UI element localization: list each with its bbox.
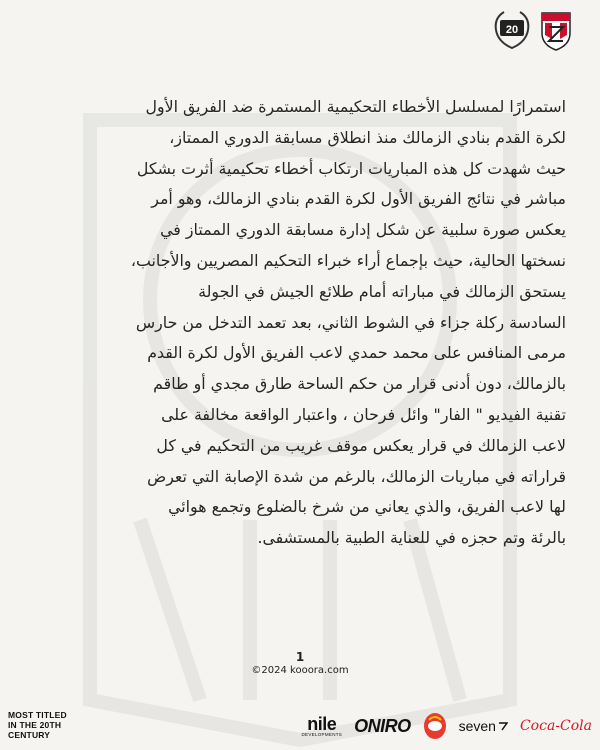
sponsor-oniro: ONIRO (354, 715, 411, 736)
statement-line: نسختها الحالية، حيث بإجماع أراء خبراء التحكيم المصريين والأجانب، (130, 250, 566, 270)
sponsor-logos (301, 712, 592, 740)
statement-line: لكرة القدم بنادي الزمالك منذ انطلاق مسابقة الدوري الممتاز، (169, 127, 566, 147)
page-number: 1 (295, 650, 305, 664)
slogan-line: IN THE 20TH (8, 720, 62, 730)
statement-line: حيث شهدت كل هذه المباريات ارتكاب أخطاء تحكيمية أثرت بشكل (136, 158, 566, 178)
statement-line: بالزمالك، دون أدنى قرار من حكم الساحة طارق مجدي أو طاقم (153, 374, 566, 394)
sponsor-seven-name: seven (458, 718, 496, 734)
statement-line: لاعب الزمالك في قرار يعكس موقف غريب من التحكيم في كل (156, 435, 566, 455)
statement-line: قراراته في مباريات الزمالك، بالرغم من شدة الإصابة التي تعرض (147, 466, 566, 486)
statement-line: تقنية الفيديو " الفار" وائل فرحان ، واعتبار الواقعة مخالفة على (161, 404, 566, 424)
anniversary-badge-icon (492, 8, 532, 52)
statement-line: بالرئة وتم حجزه في للعناية الطبية بالمستشفى. (257, 528, 566, 548)
sponsor-nile-sub: DEVELOPMENTS (301, 731, 343, 737)
statement-line: لها لاعب الفريق، والذي يعاني من شرخ بالضلوع وتجمع هوائي (168, 497, 566, 517)
zamalek-crest-icon (540, 9, 572, 51)
statement-line: استمرارًا لمسلسل الأخطاء التحكيمية المستمرة ضد الفريق الأول (145, 97, 566, 116)
sponsor-regina-icon (423, 712, 447, 740)
statement-line: مباشر في نتائج الفريق الأول لكرة القدم بنادي الزمالك، وهو أمر (151, 189, 566, 209)
slogan-line: MOST TITLED (8, 710, 67, 720)
club-slogan (8, 710, 67, 740)
anniversary-number: 20 (505, 24, 519, 36)
sponsor-nile-name: nile (307, 713, 337, 734)
statement-line: يستحق الزمالك في مباراته أمام طلائع الجيش في الجولة (198, 281, 566, 301)
statement-line: يعكس صورة سلبية عن شكل إدارة مسابقة الدوري الممتاز في (160, 220, 566, 240)
sponsor-nile (301, 713, 343, 737)
seven-mark-icon (498, 721, 508, 731)
slogan-line: CENTURY (8, 730, 51, 740)
sponsor-seven (459, 718, 508, 734)
sponsor-coca-cola: Coca-Cola (519, 718, 592, 734)
statement-line: السادسة ركلة جزاء في الشوط الثاني، بعد تعمد التدخل من حارس (135, 312, 566, 332)
copyright-credit: ©2024 kooora.com (251, 665, 349, 676)
statement-body (34, 92, 566, 554)
statement-line: مرمى المنافس على محمد حمدي لاعب الفريق الأول لكرة القدم (147, 343, 566, 363)
header-logos (492, 8, 572, 52)
